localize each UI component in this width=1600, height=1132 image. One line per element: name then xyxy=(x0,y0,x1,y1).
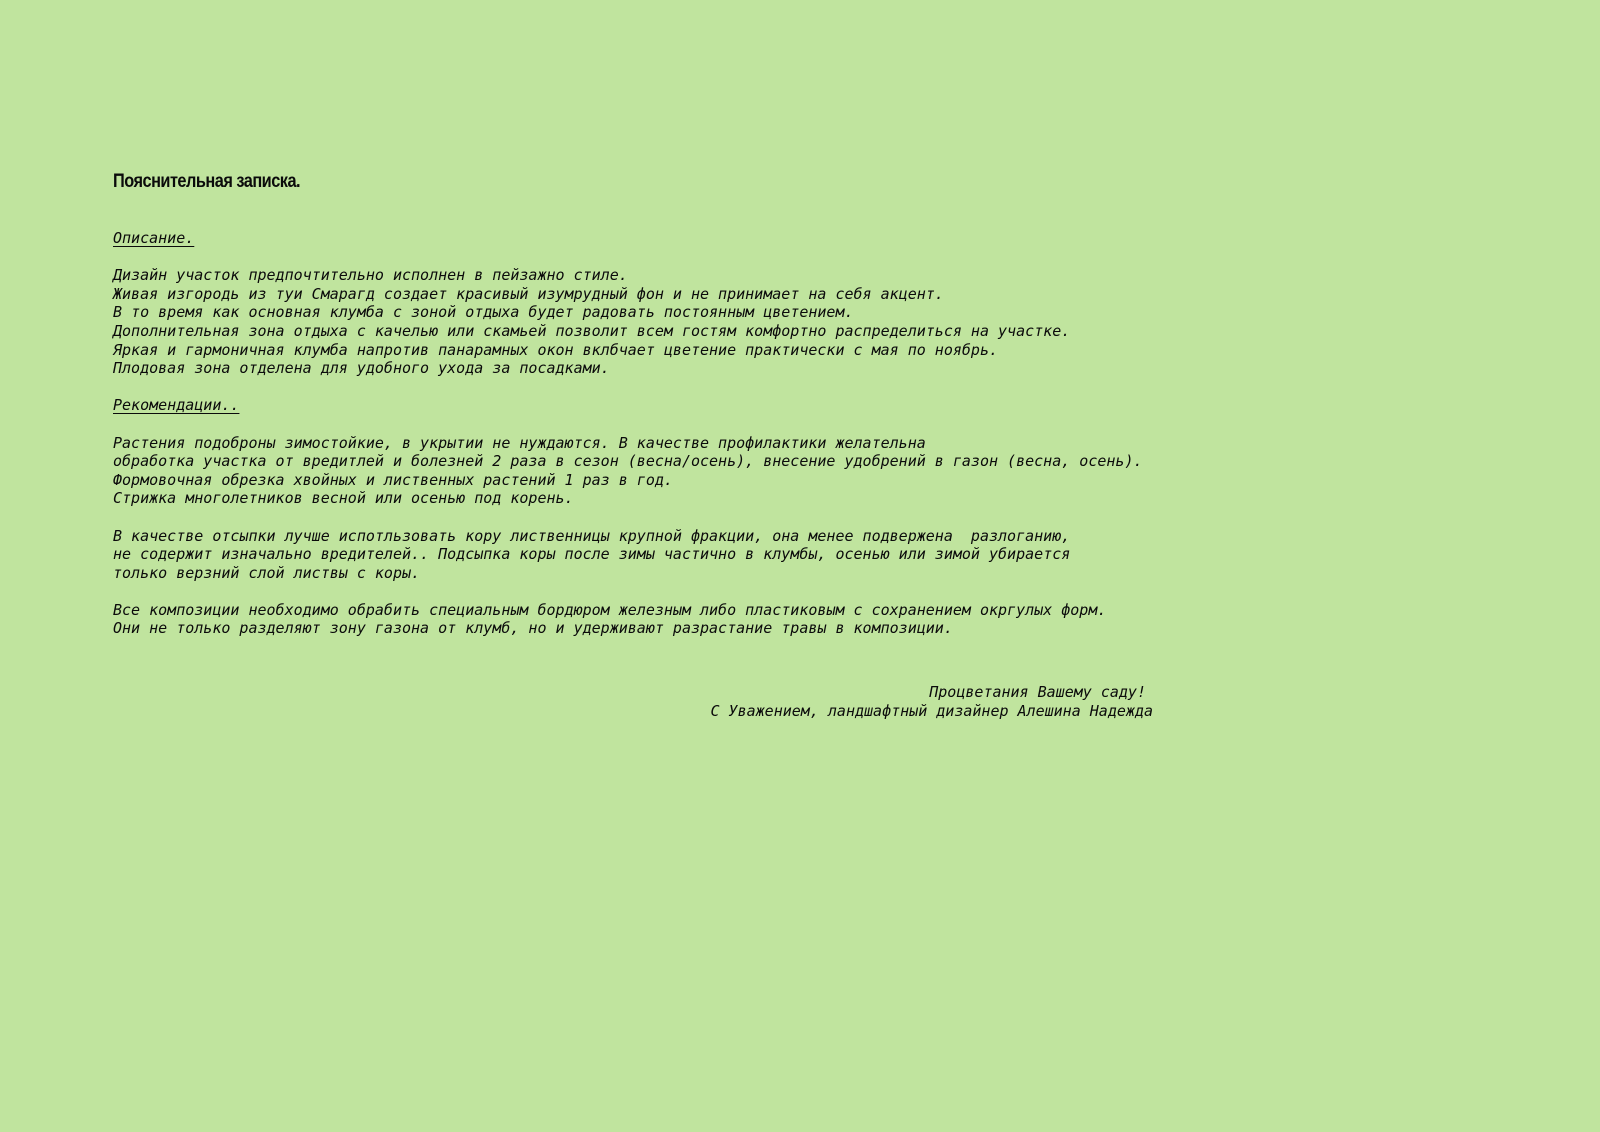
recommendation-line: Растения подоброны зимостойкие, в укрытии не нуждаются. В качестве профилактики желательна xyxy=(113,433,926,452)
recommendation-line: Они не только разделяют зону газона от клумб, но и удерживают разрастание травы в композиции. xyxy=(113,619,953,638)
description-line: Живая изгородь из туи Смарагд создает красивый изумрудный фон и не принимает на себя акцент. xyxy=(113,284,944,303)
recommendations-heading: Рекомендации.. xyxy=(113,396,240,415)
recommendations-paragraph-borders xyxy=(113,601,1293,638)
recommendation-line: Стрижка многолетников весной или осенью под корень. xyxy=(113,489,574,508)
description-line: В то время как основная клумба с зоной отдыха будет радовать постоянным цветением. xyxy=(113,303,854,322)
signature-block xyxy=(113,683,1153,723)
recommendations-paragraph-mulch xyxy=(113,527,1293,583)
recommendations-paragraph-care xyxy=(113,434,1293,508)
description-paragraph xyxy=(113,266,1293,378)
recommendation-line: В качестве отсыпки лучше испотльзовать кору лиственницы крупной фракции, она менее подвержена разлоганию, xyxy=(113,526,1071,545)
page-title: Пояснительная записка. xyxy=(113,171,301,192)
description-heading: Описание. xyxy=(113,229,195,247)
description-line: Яркая и гармоничная клумба напротив панарамных окон вклбчает цветение практически с мая по ноябрь. xyxy=(113,340,999,359)
description-line: Дополнительная зона отдыха с качелью или скамьей позволит всем гостям комфортно распределиться на участке. xyxy=(113,321,1071,340)
recommendation-line: Формовочная обрезка хвойных и лиственных растений 1 раз в год. xyxy=(113,470,673,489)
recommendation-line: не содержит изначально вредителей.. Подсыпка коры после зимы частично в клумбы, осенью или зимой убирается xyxy=(113,545,1071,564)
description-line: Дизайн участок предпочтительно исполнен в пейзажно стиле. xyxy=(113,266,628,285)
signature-wish: Процветания Вашему саду! xyxy=(929,683,1146,701)
recommendation-line: обработка участка от вредитлей и болезней 2 раза в сезон (весна/осень), внесение удобрений в газон (весна, осень). xyxy=(113,452,1143,471)
recommendation-line: Все композиции необходимо обрабить специальным бордюром железным либо пластиковым с сохранением окргулых форм. xyxy=(113,600,1107,619)
description-line: Плодовая зона отделена для удобного ухода за посадками. xyxy=(113,359,610,378)
explanatory-note xyxy=(113,170,1293,657)
signature-author: С Уважением, ландшафтный дизайнер Алешина Надежда xyxy=(710,702,1153,720)
recommendation-line: только верзний слой листвы с коры. xyxy=(113,563,421,582)
